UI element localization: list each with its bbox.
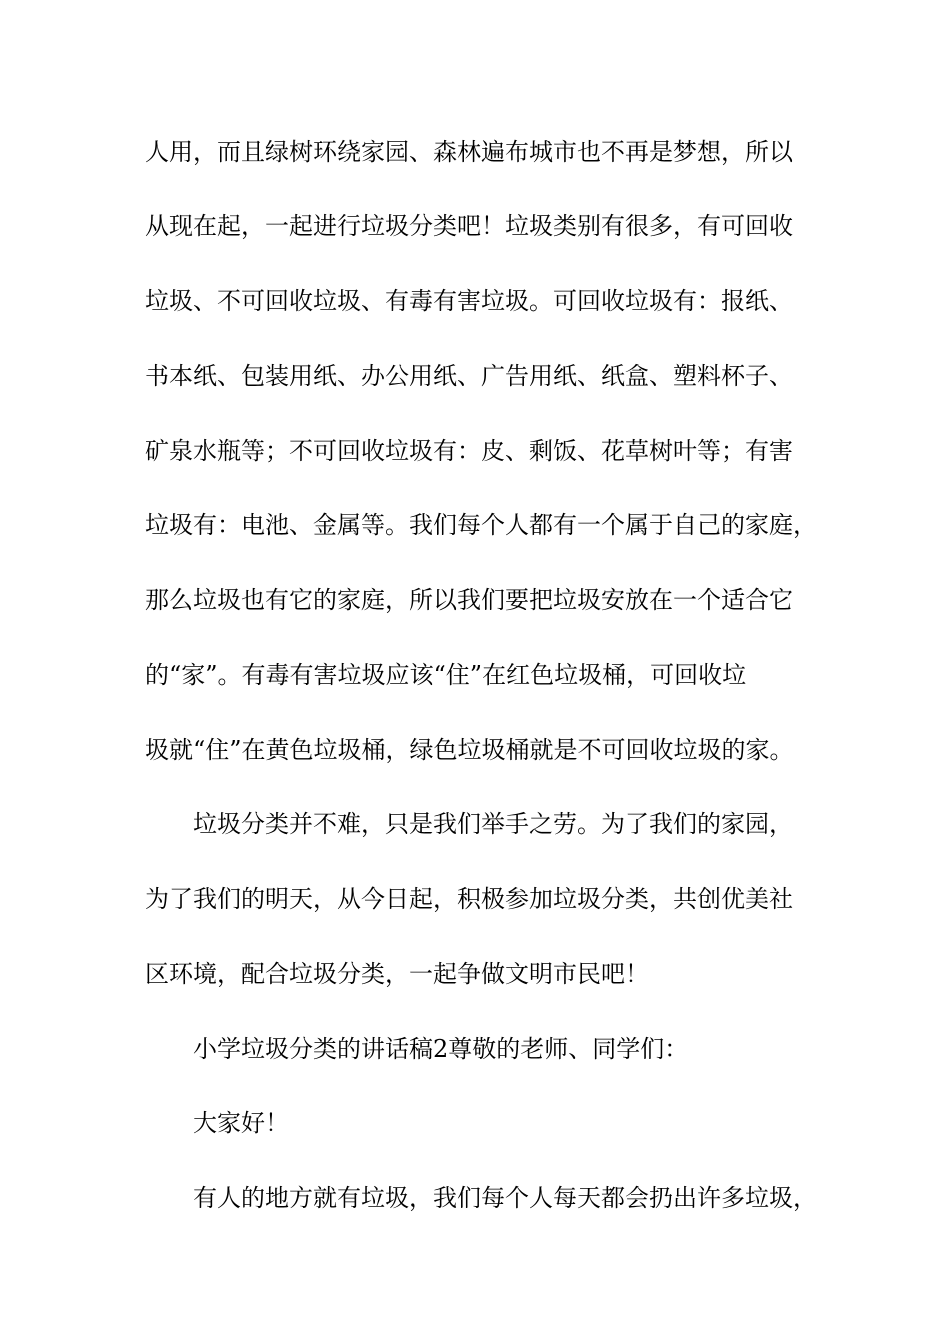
text-line: 区环境，配合垃圾分类，一起争做文明市民吧！	[145, 960, 649, 988]
text-line: 从现在起，一起进行垃圾分类吧！垃圾类别有很多，有可回收	[145, 212, 793, 240]
section-heading-line: 小学垃圾分类的讲话稿2尊敬的老师、同学们：	[193, 1035, 689, 1063]
text-line: 那么垃圾也有它的家庭，所以我们要把垃圾安放在一个适合它	[145, 586, 793, 614]
text-line: 垃圾有：电池、金属等。我们每个人都有一个属于自己的家庭，	[145, 511, 817, 539]
text-line: 圾就“住”在黄色垃圾桶，绿色垃圾桶就是不可回收垃圾的家。	[145, 736, 794, 764]
text-line: 矿泉水瓶等；不可回收垃圾有：皮、剩饭、花草树叶等；有害	[145, 437, 793, 465]
text-line: 人用，而且绿树环绕家园、森林遍布城市也不再是梦想，所以	[145, 138, 793, 166]
text-line: 为了我们的明天，从今日起，积极参加垃圾分类，共创优美社	[145, 885, 793, 913]
text-line: 垃圾、不可回收垃圾、有毒有害垃圾。可回收垃圾有：报纸、	[145, 287, 793, 315]
text-line: 书本纸、包装用纸、办公用纸、广告用纸、纸盒、塑料杯子、	[145, 362, 793, 390]
text-line: 的“家”。有毒有害垃圾应该“住”在红色垃圾桶，可回收垃	[145, 661, 747, 689]
greeting-line: 大家好！	[193, 1109, 289, 1137]
paragraph-first-line: 垃圾分类并不难，只是我们举手之劳。为了我们的家园，	[193, 810, 793, 838]
paragraph-first-line: 有人的地方就有垃圾，我们每个人每天都会扔出许多垃圾，	[193, 1184, 817, 1212]
